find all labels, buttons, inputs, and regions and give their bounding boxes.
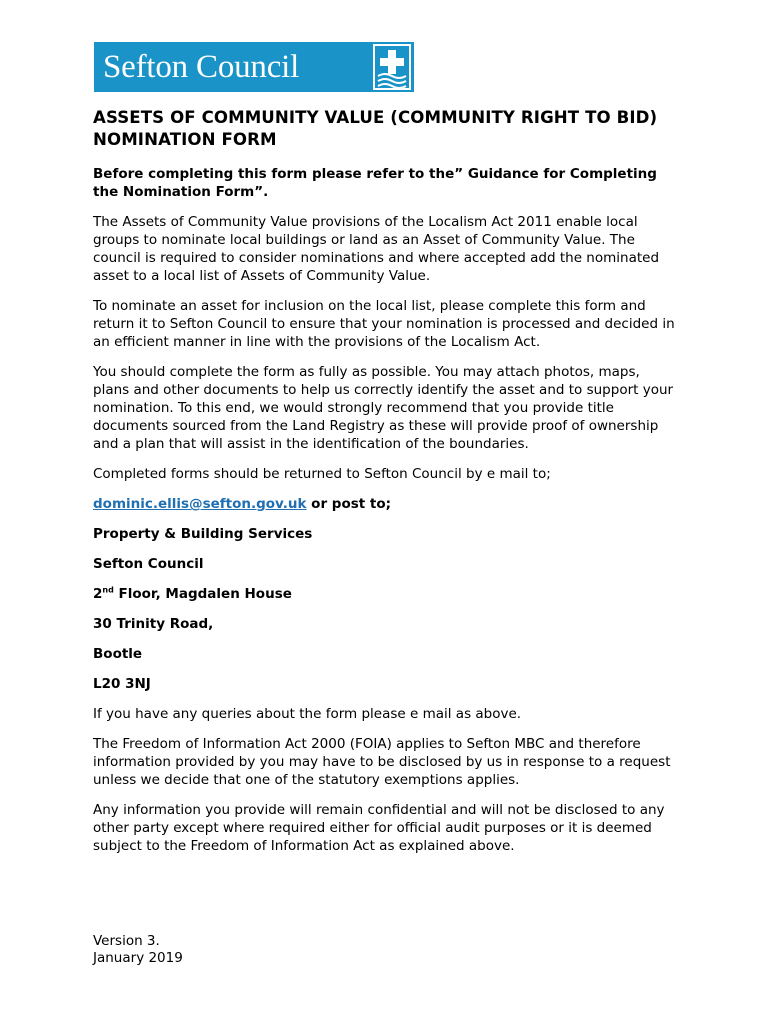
page-title: ASSETS OF COMMUNITY VALUE (COMMUNITY RIGHT TO BID) NOMINATION FORM [93,108,658,149]
paragraph-queries: If you have any queries about the form please e mail as above. [93,706,522,722]
floor-number: 2 [93,586,103,602]
floor-rest: Floor, Magdalen House [113,586,292,602]
address-postcode: L20 3NJ [93,676,151,692]
address-line-5: Bootle [93,646,143,662]
paragraph-nominate: To nominate an asset for inclusion on the local list, please complete this form and return it to Sefton Council to ensure that your nomination is processed and decided in an efficient manner in line with the provisions of the Localism Act. [93,298,675,350]
contact-line [93,495,678,513]
email-link[interactable]: dominic.ellis@sefton.gov.uk [93,496,307,512]
intro-note: Before completing this form please refer to the” Guidance for Completing the Nomination Form”. [93,166,657,200]
paragraph-return: Completed forms should be returned to Sefton Council by e mail to; [93,466,551,482]
footer [93,933,183,967]
paragraph-foia: The Freedom of Information Act 2000 (FOIA) applies to Sefton MBC and therefore information provided by you may have to be disclosed by us in response to a request unless we decide that one of the statutory exemptions applies. [93,736,671,788]
address-line-3 [93,585,678,603]
document-body [93,107,678,867]
crest-icon [373,44,411,90]
date-text: January 2019 [93,950,183,966]
address-line-4: 30 Trinity Road, [93,616,214,632]
address-line-2: Sefton Council [93,556,204,572]
floor-suffix: nd [102,585,114,595]
sefton-council-logo [94,42,414,92]
version-text: Version 3. [93,933,160,949]
address-line-1: Property & Building Services [93,526,313,542]
paragraph-confidential: Any information you provide will remain confidential and will not be disclosed to any other party except where required either for official audit purposes or it is deemed subject to the Freedom of Information Act as explained above. [93,802,665,854]
logo-text: Sefton Council [103,48,300,85]
paragraph-complete-form: You should complete the form as fully as possible. You may attach photos, maps, plans and other documents to help us correctly identify the asset and to support your nomination. To this end, we would strongly recommend that you provide title documents sourced from the Land Registry as these will provide proof of ownership and a plan that will assist in the identification of the boundaries. [93,364,674,452]
or-post-text: or post to; [306,496,392,512]
paragraph-provisions: The Assets of Community Value provisions of the Localism Act 2011 enable local groups to nominate local buildings or land as an Asset of Community Value. The council is required to consider nominations and where accepted add the nominated asset to a local list of Assets of Community Value. [93,214,660,284]
